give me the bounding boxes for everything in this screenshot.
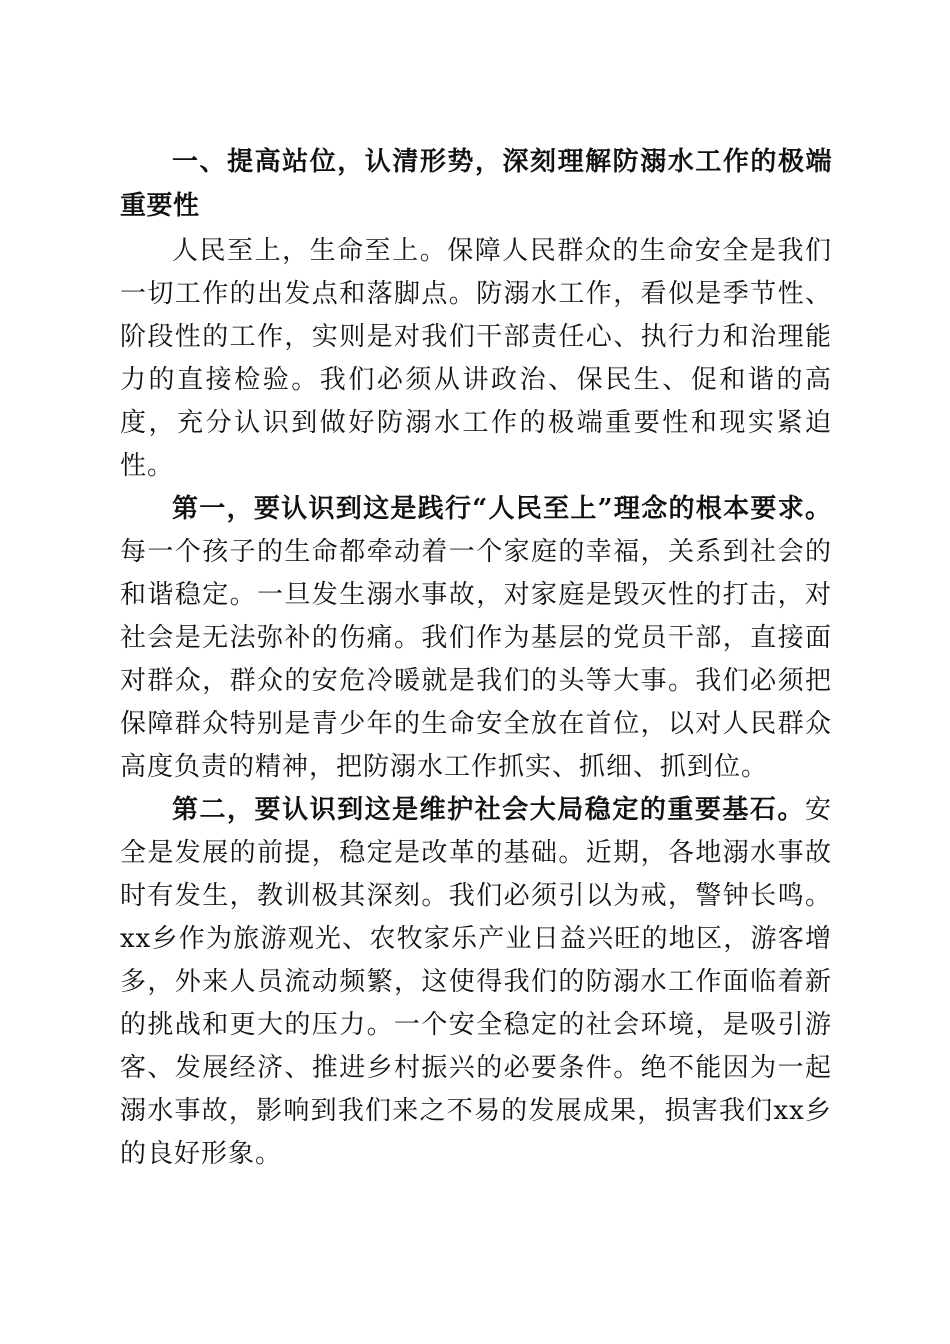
paragraph-first-point (120, 488, 832, 789)
paragraph-intro: 人民至上，生命至上。保障人民群众的生命安全是我们一切工作的出发点和落脚点。防溺水工作，看似是季节性、阶段性的工作，实则是对我们干部责任心、执行力和治理能力的直接检验。我们必须从讲政治、保民生、促和谐的高度，充分认识到做好防溺水工作的极端重要性和现实紧迫性。 (120, 236, 832, 481)
second-point-lead: 第二，要认识到这是维护社会大局稳定的重要基石。 (172, 795, 805, 825)
section-heading: 一、提高站位，认清形势，深刻理解防溺水工作的极端重要性 (120, 147, 832, 221)
paragraph-second-point (120, 789, 832, 1176)
first-point-lead: 第一，要认识到这是践行“人民至上”理念的根本要求。 (172, 494, 832, 524)
second-point-body: 安全是发展的前提，稳定是改革的基础。近期，各地溺水事故时有发生，教训极其深刻。我们必须引以为戒，警钟长鸣。xx乡作为旅游观光、农牧家乐产业日益兴旺的地区，游客增多，外来人员流动频繁，这使得我们的防溺水工作面临着新的挑战和更大的压力。一个安全稳定的社会环境，是吸引游客、发展经济、推进乡村振兴的必要条件。绝不能因为一起溺水事故，影响到我们来之不易的发展成果，损害我们xx乡的良好形象。 (120, 795, 832, 1169)
document-body (120, 140, 832, 1176)
first-point-body: 每一个孩子的生命都牵动着一个家庭的幸福，关系到社会的和谐稳定。一旦发生溺水事故，对家庭是毁灭性的打击，对社会是无法弥补的伤痛。我们作为基层的党员干部，直接面对群众，群众的安危冷暖就是我们的头等大事。我们必须把保障群众特别是青少年的生命安全放在首位，以对人民群众高度负责的精神，把防溺水工作抓实、抓细、抓到位。 (120, 537, 832, 782)
